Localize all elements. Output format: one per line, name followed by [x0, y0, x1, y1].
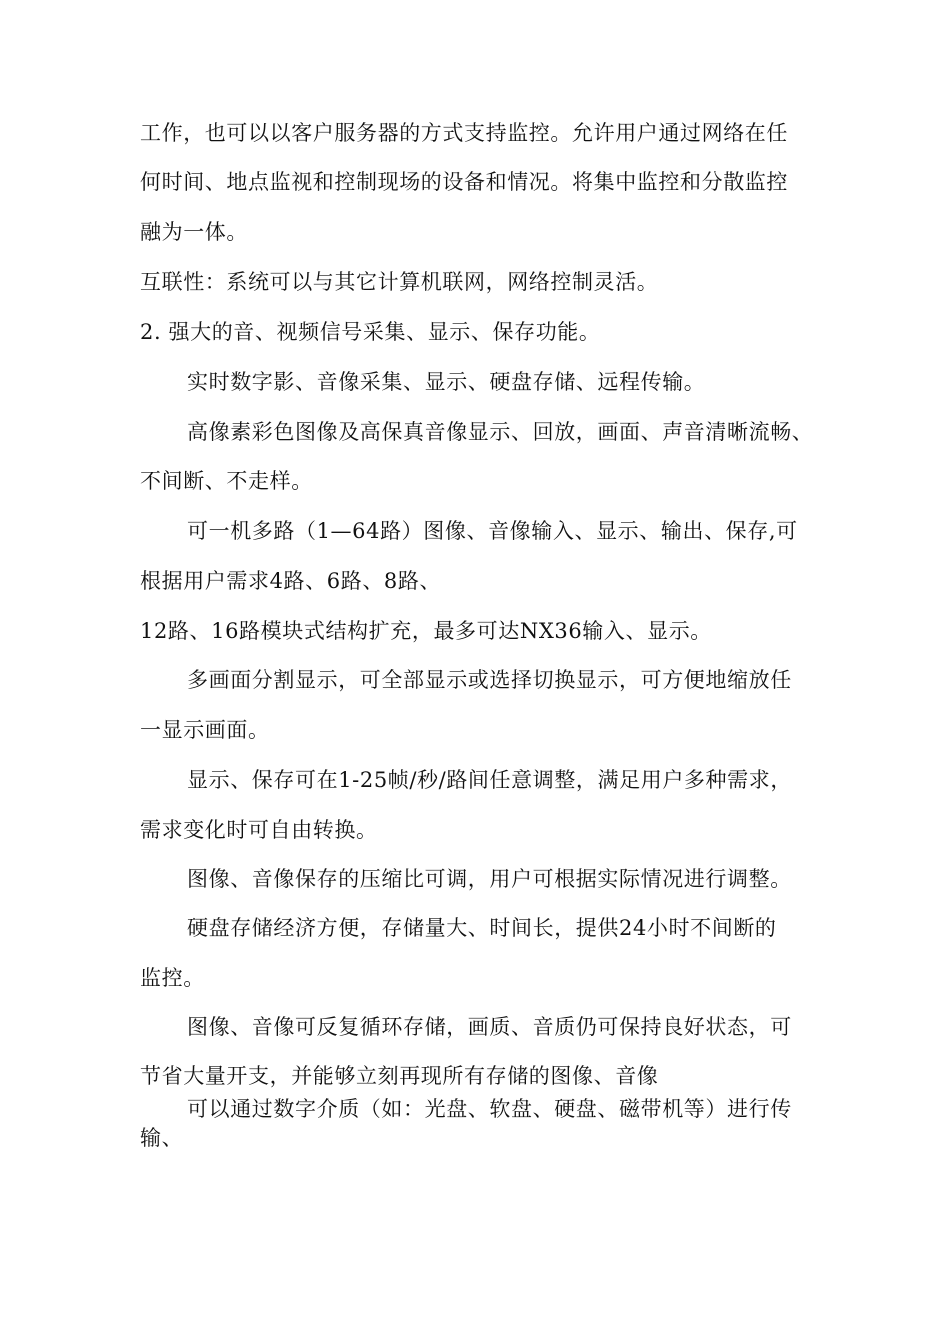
text-line: 不间断、不走样。 — [140, 469, 313, 493]
section-heading: 2. 强大的音、视频信号采集、显示、保存功能。 — [140, 320, 601, 344]
text-line: 多画面分割显示，可全部显示或选择切换显示，可方便地缩放任 — [187, 668, 792, 692]
text-line: 输、 — [140, 1126, 184, 1150]
text-line: 工作，也可以以客户服务器的方式支持监控。允许用户通过网络在任 — [140, 121, 788, 145]
text-line: 需求变化时可自由转换。 — [140, 818, 378, 842]
text-line: 高像素彩色图像及高保真音像显示、回放，画面、声音清晰流畅、 — [187, 420, 814, 444]
text-line: 实时数字影、音像采集、显示、硬盘存储、远程传输。 — [187, 370, 706, 394]
text-line: 监控。 — [140, 966, 205, 990]
text-line: 12路、16路模块式结构扩充，最多可达NX36输入、显示。 — [140, 619, 712, 643]
text-line: 何时间、地点监视和控制现场的设备和情况。将集中监控和分散监控 — [140, 170, 788, 194]
text-line: 图像、音像保存的压缩比可调，用户可根据实际情况进行调整。 — [187, 867, 792, 891]
text-line: 硬盘存储经济方便，存储量大、时间长，提供24小时不间断的 — [187, 916, 777, 940]
text-line: 一显示画面。 — [140, 718, 270, 742]
text-line: 根据用户需求4路、6路、8路、 — [140, 569, 442, 593]
text-line: 互联性：系统可以与其它计算机联网，网络控制灵活。 — [140, 270, 659, 294]
text-line: 融为一体。 — [140, 220, 248, 244]
text-line: 显示、保存可在1-25帧/秒/路间任意调整，满足用户多种需求， — [187, 768, 792, 792]
text-line: 可以通过数字介质（如：光盘、软盘、硬盘、磁带机等）进行传 — [187, 1097, 792, 1121]
text-line: 图像、音像可反复循环存储，画质、音质仍可保持良好状态，可 — [187, 1015, 792, 1039]
text-line: 节省大量开支，并能够立刻再现所有存储的图像、音像 — [140, 1064, 659, 1088]
text-line: 可一机多路（1—64路）图像、音像输入、显示、输出、保存,可 — [187, 519, 798, 543]
